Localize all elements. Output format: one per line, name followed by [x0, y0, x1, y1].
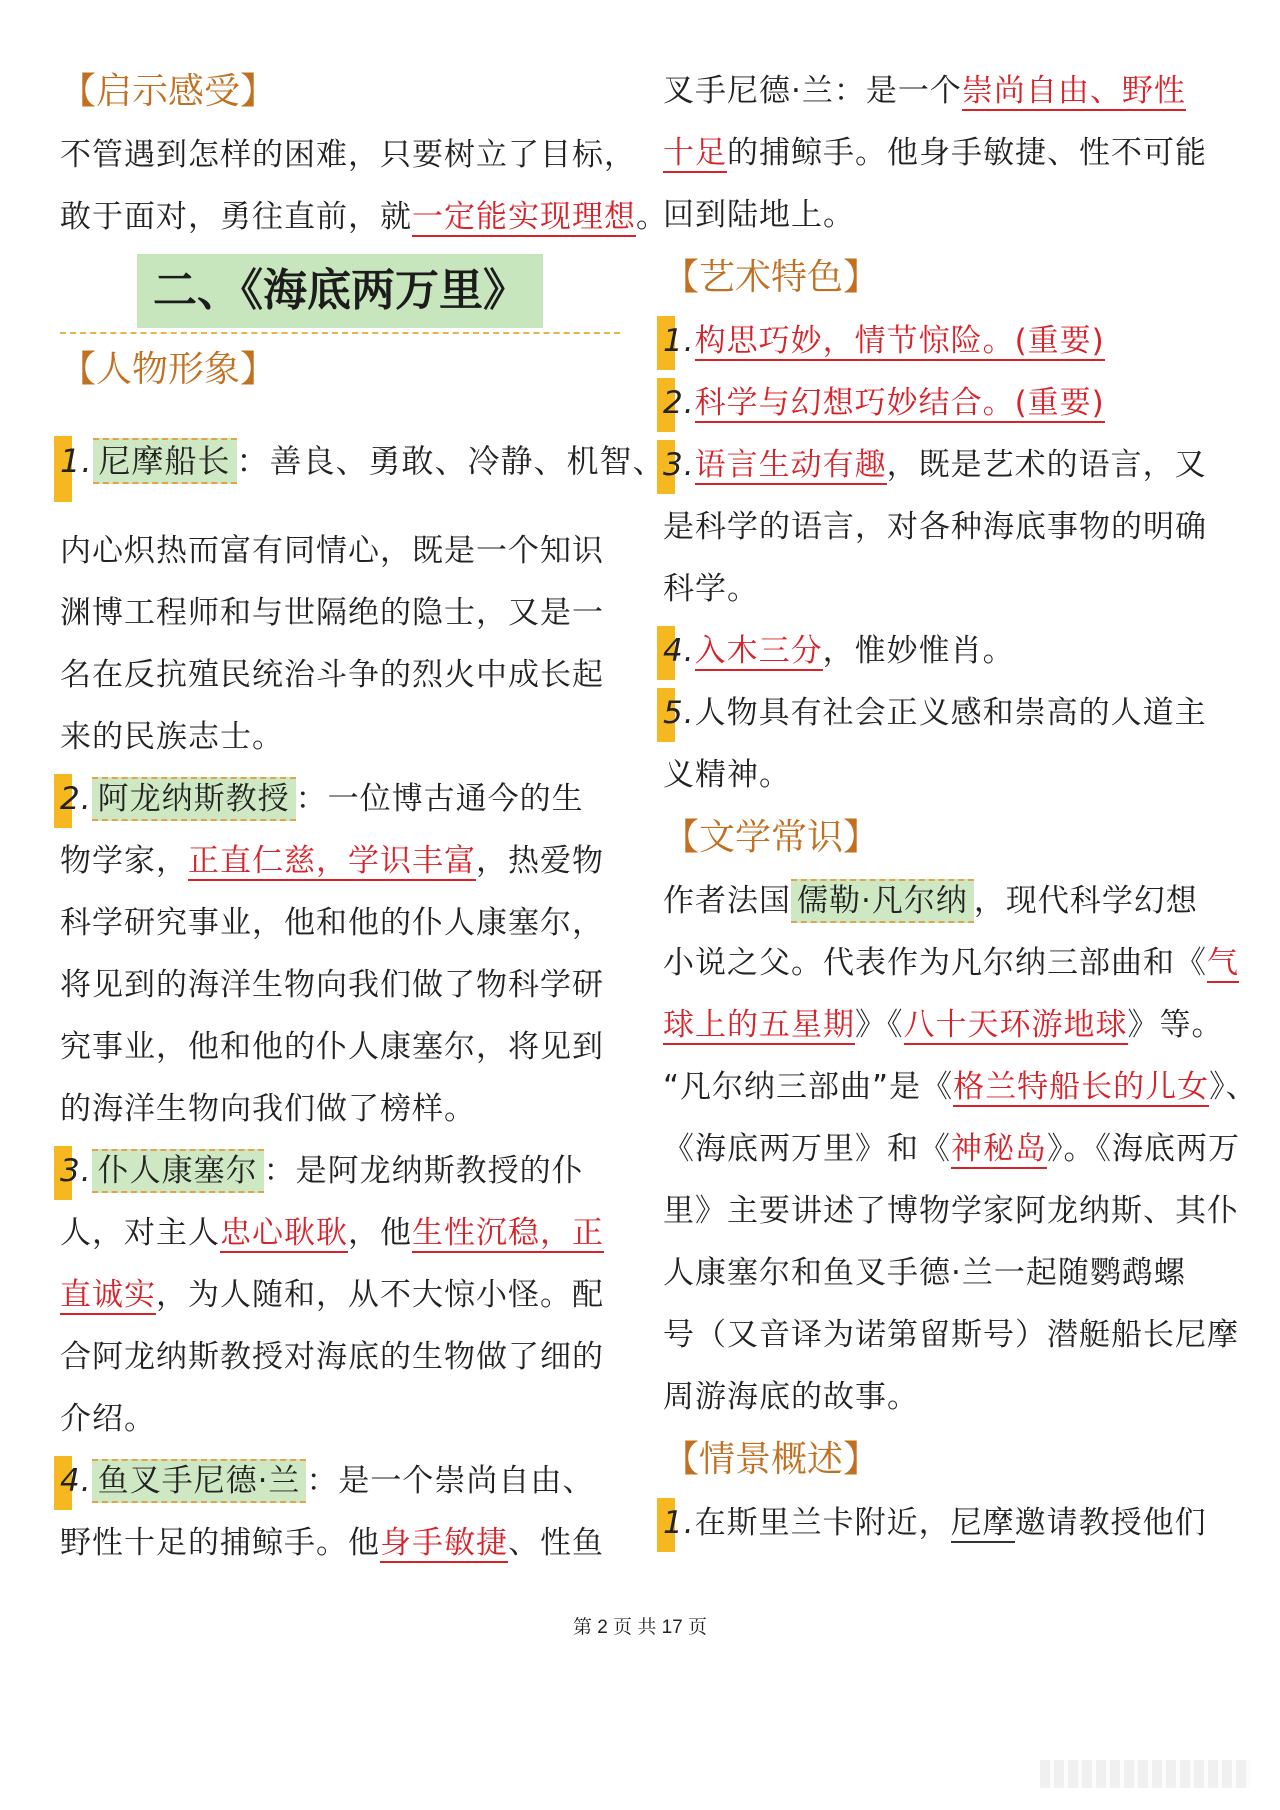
art-features-header: 【艺术特色】: [663, 257, 880, 298]
art-feature-4: 4.入木三分，惟妙惟肖。: [663, 620, 1228, 682]
author-name: 儒勒·凡尔纳: [791, 879, 974, 923]
scene-header: 【情景概述】: [663, 1439, 880, 1480]
character-name-nemo: 尼摩船长: [93, 438, 237, 484]
chapter-title-block: [60, 248, 620, 338]
title-divider: [60, 332, 620, 334]
art-feature-5: 5.人物具有社会正义感和崇高的人道主: [663, 682, 1228, 744]
character-name-conseil: 仆人康塞尔: [92, 1149, 264, 1193]
watermark: [1040, 1760, 1250, 1788]
character-name-aronnax: 阿龙纳斯教授: [92, 777, 296, 821]
art-feature-3: 3.语言生动有趣，既是艺术的语言，又: [663, 434, 1228, 496]
chapter-title: 二、《海底两万里》: [137, 254, 543, 328]
character-3: 3. 仆人康塞尔 ：是阿龙纳斯教授的仆: [60, 1140, 620, 1202]
character-2: 2. 阿龙纳斯教授 ：一位博古通今的生: [60, 768, 620, 830]
page-footer: 第 2 页 共 17 页: [572, 1617, 708, 1638]
character-4: 4. 鱼叉手尼德·兰 ：是一个崇尚自由、: [60, 1450, 620, 1512]
art-feature-2: 2.科学与幻想巧妙结合。(重要): [663, 372, 1228, 434]
art-feature-1: 1.构思巧妙，情节惊险。(重要): [663, 310, 1228, 372]
character-name-ned-land: 鱼叉手尼德·兰: [92, 1459, 307, 1503]
right-column: 叉手尼德·兰：是一个崇尚自由、野性 十足的捕鲸手。他身手敏捷、性不可能 回到陆地上。 【艺术特色】 1.构思巧妙，情节惊险。(重要) 2.科学与幻想巧妙结合。(重要) 3.语言生动有趣，既是艺术的语言，又 是科学的语言，对各种海底事物的明确 科学。 4.入木三分，惟妙惟肖。 5.人物具有社会正义感和崇高的人道主 义精神。 【文学常识】 作者法国 儒勒·凡尔纳 ，现代科学幻想 小说之父。代表作为凡尔纳三部曲和《气 球上的五星期》《八十天环游地球》等。 “凡尔纳三部曲”是《格兰特船长的儿女》、 《海底两万里》和《神秘岛》。《海底两万 里》主要讲述了博物学家阿龙纳斯、其仆 人康塞尔和鱼叉手德·兰一起随鹦鹉螺 号（又音译为诺第留斯号）潜艇船长尼摩 周游海底的故事。 【情景概述】 1.在斯里兰卡附近，尼摩邀请教授他们: [663, 60, 1228, 1554]
characters-header: 【人物形象】: [60, 349, 277, 390]
insight-header: 【启示感受】: [60, 71, 277, 112]
literature-header: 【文学常识】: [663, 817, 880, 858]
insight-line-2: 敢于面对，勇往直前，就一定能实现理想。: [60, 199, 668, 235]
character-1: 1. 尼摩船长 ：善良、勇敢、冷静、机智、: [60, 430, 620, 492]
scene-1: 1.在斯里兰卡附近，尼摩邀请教授他们: [663, 1492, 1228, 1554]
left-column: 【启示感受】 不管遇到怎样的困难，只要树立了目标， 敢于面对，勇往直前，就一定能实现理想。 二、《海底两万里》 【人物形象】 1. 尼摩船长 ：善良、勇敢、冷静、机智、 内心炽热而富有同情心，既是一个知识 渊博工程师和与世隔绝的隐士，又是一 名在反抗殖民统治斗争的烈火中成长起 来的民族志士。 2. 阿龙纳斯教授 ：一位博古通今的生 物学家，正直仁慈，学识丰富，热爱物 科学研究事业，他和他的仆人康塞尔， 将见到的海洋生物向我们做了物科学研 究事业，他和他的仆人康塞尔，将见到 的海洋生物向我们做了榜样。 3. 仆人康塞尔 ：是阿龙纳斯教授的仆 人，对主人忠心耿耿，他生性沉稳，正 直诚实，为人随和，从不大惊小怪。配 合阿龙纳斯教授对海底的生物做了细的 介绍。 4. 鱼叉手尼德·兰 ：是一个崇尚自由、 野性十足的捕鲸手。他身手敏捷、性鱼: [60, 60, 620, 1574]
insight-emphasis: 一定能实现理想: [412, 199, 636, 235]
insight-line-1: 不管遇到怎样的困难，只要树立了目标，: [60, 137, 636, 173]
